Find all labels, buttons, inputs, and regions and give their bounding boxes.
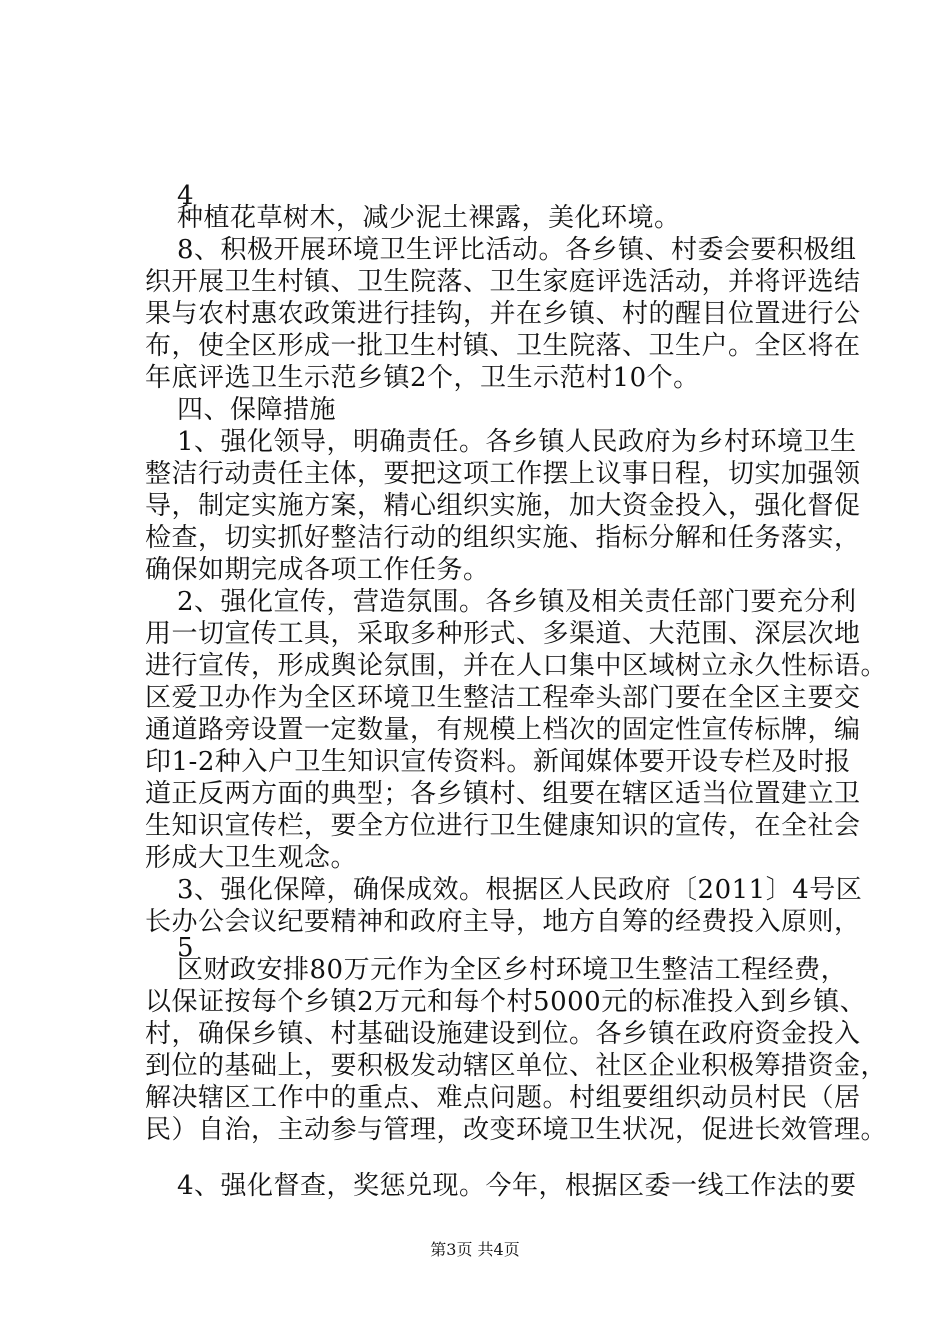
text-line: 织开展卫生村镇、卫生院落、卫生家庭评选活动，并将评选结 <box>145 267 861 297</box>
text-line: 确保如期完成各项工作任务。 <box>145 555 490 585</box>
text-line: 布，使全区形成一批卫生村镇、卫生院落、卫生户。全区将在 <box>145 331 861 361</box>
text-line: 8、积极开展环境卫生评比活动。各乡镇、村委会要积极组 <box>177 235 857 265</box>
text-line: 区财政安排80万元作为全区乡村环境卫生整洁工程经费， <box>177 955 848 985</box>
text-line: 解决辖区工作中的重点、难点问题。村组要组织动员村民（居 <box>145 1083 861 1113</box>
text-line: 村，确保乡镇、村基础设施建设到位。各乡镇在政府资金投入 <box>145 1019 861 1049</box>
text-line: 导，制定实施方案，精心组织实施，加大资金投入，强化督促 <box>145 491 861 521</box>
text-line: 区爱卫办作为全区环境卫生整洁工程牵头部门要在全区主要交 <box>145 683 861 713</box>
section-heading: 四、保障措施 <box>177 395 337 425</box>
text-line: 道正反两方面的典型；各乡镇村、组要在辖区适当位置建立卫 <box>145 779 861 809</box>
text-line: 民）自治，主动参与管理，改变环境卫生状况，促进长效管理。 <box>145 1115 888 1145</box>
text-line: 到位的基础上，要积极发动辖区单位、社区企业积极筹措资金， <box>145 1051 888 1081</box>
text-line: 种植花草树木，减少泥土裸露，美化环境。 <box>177 203 681 233</box>
text-line: 通道路旁设置一定数量，有规模上档次的固定性宣传标牌，编 <box>145 715 861 745</box>
page-marker-top: 4 <box>177 181 195 211</box>
text-line: 整洁行动责任主体，要把这项工作摆上议事日程，切实加强领 <box>145 459 861 489</box>
text-line: 检查，切实抓好整洁行动的组织实施、指标分解和任务落实， <box>145 523 861 553</box>
text-line: 果与农村惠农政策进行挂钩，并在乡镇、村的醒目位置进行公 <box>145 299 861 329</box>
text-line: 形成大卫生观念。 <box>145 843 358 873</box>
text-line: 印1-2种入户卫生知识宣传资料。新闻媒体要开设专栏及时报 <box>145 747 851 777</box>
text-line: 1、强化领导，明确责任。各乡镇人民政府为乡村环境卫生 <box>177 427 857 457</box>
text-line: 年底评选卫生示范乡镇2个，卫生示范村10个。 <box>145 363 700 393</box>
page-marker-mid: 5 <box>177 933 195 963</box>
text-line: 以保证按每个乡镇2万元和每个村5000元的标准投入到乡镇、 <box>145 987 867 1017</box>
page-footer: 第3页 共4页 <box>430 1240 520 1259</box>
text-line: 3、强化保障，确保成效。根据区人民政府〔2011〕4号区 <box>177 875 863 905</box>
text-line: 用一切宣传工具，采取多种形式、多渠道、大范围、深层次地 <box>145 619 861 649</box>
text-line: 进行宣传，形成舆论氛围，并在人口集中区域树立永久性标语。 <box>145 651 888 681</box>
text-line: 生知识宣传栏，要全方位进行卫生健康知识的宣传，在全社会 <box>145 811 861 841</box>
text-line: 2、强化宣传，营造氛围。各乡镇及相关责任部门要充分利 <box>177 587 857 617</box>
text-line: 长办公会议纪要精神和政府主导，地方自筹的经费投入原则， <box>145 907 861 937</box>
text-line: 4、强化督查，奖惩兑现。今年，根据区委一线工作法的要 <box>177 1171 857 1201</box>
